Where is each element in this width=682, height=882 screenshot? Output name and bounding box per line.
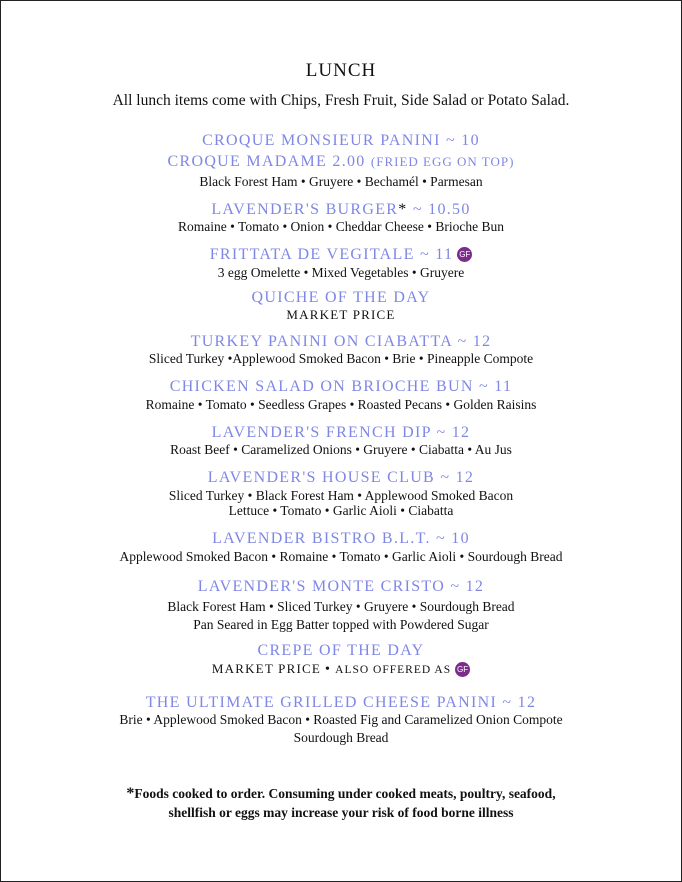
item-name-turkey-panini: TURKEY PANINI ON CIABATTA ~ 12 [190,333,492,350]
food-safety-footnote [1,784,681,822]
burger-asterisk: * [398,201,408,218]
footnote-line-2: shellfish or eggs may increase your risk of food borne illness [168,805,514,820]
gluten-free-icon: GF [455,662,470,677]
item-name-grilled-cheese: THE ULTIMATE GRILLED CHEESE PANINI ~ 12 [145,694,537,711]
item-name-croque-madame [1,153,681,171]
item-name-blt: LAVENDER BISTRO B.L.T. ~ 10 [212,530,470,547]
item-price-quiche: MARKET PRICE [286,307,396,322]
item-name-chicken-salad: CHICKEN SALAD ON BRIOCHE BUN ~ 11 [169,378,513,395]
item-desc2-grilled-cheese: Sourdough Bread [293,730,389,745]
footnote-asterisk: * [126,785,135,802]
item-desc-french-dip: Roast Beef • Caramelized Onions • Gruyere • Ciabatta • Au Jus [170,442,512,457]
item-desc-grilled-cheese: Brie • Applewood Smoked Bacon • Roasted Fig and Caramelized Onion Compote [119,712,563,727]
item-desc-frittata: 3 egg Omelette • Mixed Vegetables • Gruyere [217,265,465,280]
croque-madame-main: CROQUE MADAME 2.00 [167,153,371,170]
item-desc-chicken-salad: Romaine • Tomato • Seedless Grapes • Roasted Pecans • Golden Raisins [145,397,537,412]
crepe-bullet: • [325,662,332,677]
croque-madame-note: (FRIED EGG ON TOP) [370,154,515,169]
item-name-monte-cristo: LAVENDER'S MONTE CRISTO ~ 12 [197,578,485,595]
item-name-croque-monsieur: CROQUE MONSIEUR PANINI ~ 10 [202,132,480,149]
item-name-quiche: QUICHE OF THE DAY [251,289,431,306]
menu-title: LUNCH [305,60,377,81]
item-price-crepe [1,661,681,678]
footnote-line-1 [1,784,681,803]
frittata-name: FRITTATA DE VEGITALE ~ 11 [209,246,454,263]
menu-intro: All lunch items come with Chips, Fresh Fruit, Side Salad or Potato Salad. [112,92,570,109]
item-desc2-house-club: Lettuce • Tomato • Garlic Aioli • Ciabatta [228,503,454,518]
gluten-free-icon: GF [457,247,472,262]
item-name-crepe: CREPE OF THE DAY [257,642,425,659]
item-desc-turkey-panini: Sliced Turkey •Applewood Smoked Bacon • Brie • Pineapple Compote [148,351,534,366]
item-name-french-dip: LAVENDER'S FRENCH DIP ~ 12 [211,424,471,441]
item-desc-monte-cristo: Black Forest Ham • Sliced Turkey • Gruyere • Sourdough Bread [167,599,515,614]
item-desc-blt: Applewood Smoked Bacon • Romaine • Tomato • Garlic Aioli • Sourdough Bread [119,549,563,564]
item-desc-burger: Romaine • Tomato • Onion • Cheddar Cheese • Brioche Bun [178,219,504,234]
item-name-frittata [1,246,681,264]
burger-price: ~ 10.50 [407,201,471,218]
crepe-market-price: MARKET PRICE [211,661,322,676]
item-desc2-monte-cristo: Pan Seared in Egg Batter topped with Powdered Sugar [193,617,489,632]
crepe-also-offered: ALSO OFFERED AS [335,664,452,676]
item-name-burger [1,201,681,219]
item-name-house-club: LAVENDER'S HOUSE CLUB ~ 12 [207,469,475,486]
item-desc-croque: Black Forest Ham • Gruyere • Bechamél • Parmesan [199,174,483,189]
burger-name: LAVENDER'S BURGER [211,201,399,218]
item-desc-house-club: Sliced Turkey • Black Forest Ham • Applewood Smoked Bacon [168,488,514,503]
footnote-text-1: Foods cooked to order. Consuming under cooked meats, poultry, seafood, [134,786,556,801]
